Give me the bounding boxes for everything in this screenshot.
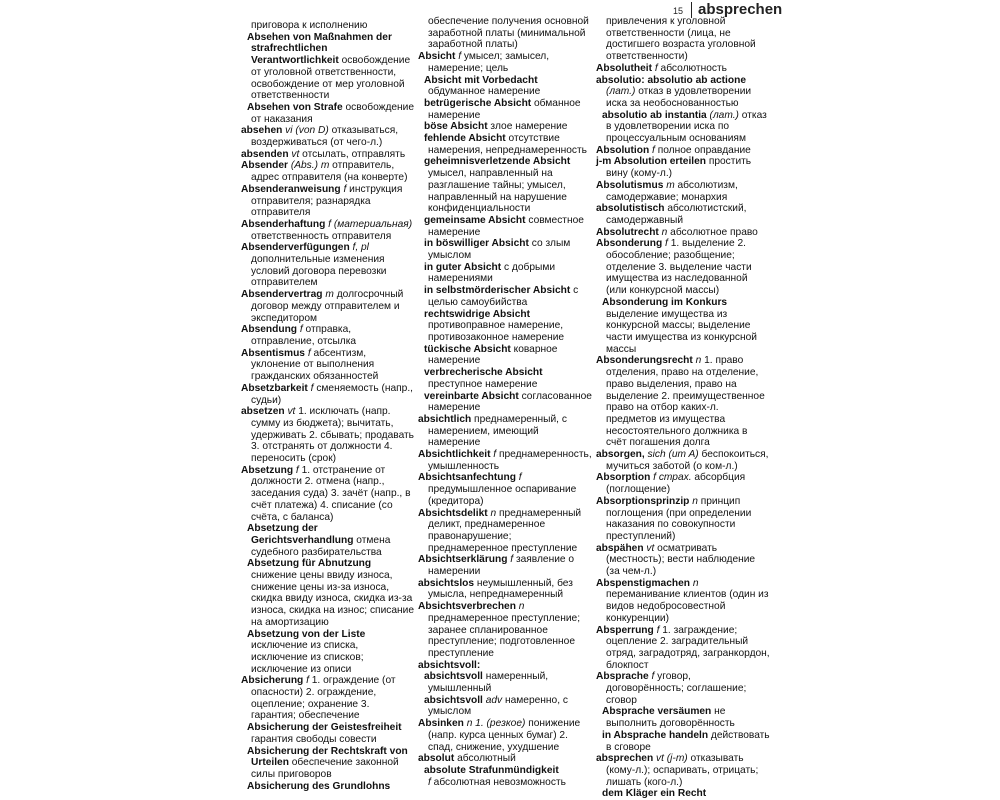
entry-definition: отказывать (кому-л.); оспаривать, отрицать; лишать (кого-л.) — [606, 753, 759, 788]
entry-headword: in Absprache handeln — [602, 729, 709, 741]
entry-headword: rechtswidrige Absicht — [424, 308, 531, 320]
entry-definition: выделение имущества из конкурсной массы; выделение части имущества из конкурсной массы — [606, 308, 757, 355]
entry-headword: absenden — [241, 148, 289, 160]
entry-definition: отказ в удовлетворении иска по процессуальным основаниям — [606, 109, 767, 145]
dictionary-entry — [241, 383, 415, 406]
entry-grammar: f страх. — [650, 472, 692, 484]
entry-definition: с целью самоубийства — [428, 285, 579, 308]
entry-grammar: f — [515, 472, 522, 484]
dictionary-entry — [241, 348, 415, 383]
entry-headword: Absender — [241, 160, 288, 172]
entry-headword: Absehen von Maßnahmen der strafrechtlichen Verantwortlichkeit — [247, 31, 392, 67]
entry-headword: Absetzung der Gerichtsverhandlung — [247, 523, 354, 546]
entry-headword: Absicherung — [241, 675, 304, 687]
entry-grammar: n — [658, 226, 668, 238]
entry-definition: дополнительные изменения условий договора перевозки отправителем — [251, 254, 387, 289]
entry-grammar: f — [648, 671, 655, 683]
entry-grammar: (Abs.) m — [288, 160, 330, 172]
entry-definition: умысел; замысел, намерение; цель — [428, 51, 550, 74]
entry-headword: absichtsvoll — [424, 671, 483, 683]
entry-definition: совместное намерение — [428, 214, 584, 238]
entry-definition: абсолютность — [657, 62, 727, 74]
entry-definition: сменяемость (напр., судьи) — [251, 382, 413, 406]
entry-headword: absolutio: absolutio ab actione — [596, 74, 746, 86]
entry-definition: понижение (напр. курса ценных бумаг) 2. спад, снижение, ухудшение — [428, 718, 581, 753]
entry-grammar: vt — [288, 148, 300, 160]
entry-headword: gemeinsame Absicht — [424, 214, 526, 226]
entry-headword: Absprache — [596, 671, 649, 683]
entry-definition: обманное намерение — [428, 97, 581, 121]
dictionary-entry — [418, 578, 592, 601]
entry-definition: согласованное намерение — [428, 390, 592, 414]
entry-definition: абсолютизм, самодержавие; монархия — [606, 179, 738, 203]
entry-grammar: f — [662, 238, 668, 250]
dictionary-entry — [418, 660, 592, 672]
dictionary-entry — [418, 391, 592, 414]
dictionary-entry — [596, 788, 770, 800]
entry-headword: Absonderungsrecht — [596, 355, 693, 367]
dictionary-entry — [596, 671, 770, 706]
entry-definition: намеренный, умышленный — [428, 671, 549, 695]
entry-definition: 1. заграждение; оцепление 2. заградительный отряд, заградотряд, загранкордон, блокпост — [606, 624, 770, 671]
dictionary-entry — [241, 125, 415, 148]
dictionary-entry — [418, 215, 592, 238]
dictionary-entry — [418, 449, 592, 472]
entry-headword: absichtsvoll — [424, 694, 483, 706]
entry-definition: привлечения к уголовной ответственности (лица, не достигшего возраста уголовной ответственности) — [606, 16, 756, 63]
entry-headword: Absperrung — [596, 624, 654, 636]
entry-definition: абсолютное право — [667, 226, 758, 238]
dictionary-entry — [241, 149, 415, 161]
entry-headword: Absolution — [596, 144, 650, 156]
entry-grammar: f (материальная) — [325, 218, 413, 230]
entry-definition: простить вину (кому-л.) — [606, 156, 752, 180]
entry-definition: преступное намерение — [428, 378, 538, 390]
entry-headword: betrügerische Absicht — [424, 97, 532, 109]
dictionary-entry — [241, 324, 415, 347]
dictionary-entry — [418, 262, 592, 285]
dictionary-entry — [596, 75, 770, 110]
entry-grammar: n — [689, 495, 698, 507]
dictionary-entry — [596, 625, 770, 672]
entry-definition: отправитель, адрес отправителя (на конверте) — [251, 160, 408, 184]
dictionary-entry — [418, 98, 592, 121]
dictionary-entry — [418, 238, 592, 261]
entry-definition: ответственность отправителя — [251, 230, 392, 242]
entry-definition: противоправное намерение, противозаконное намерение — [428, 320, 565, 343]
entry-headword: verbrecherische Absicht — [424, 367, 543, 379]
dictionary-entry — [596, 180, 770, 203]
dictionary-entry — [418, 16, 592, 51]
entry-headword: Absetzung — [241, 464, 294, 476]
entry-definition: 1. право отделения, право на отделение, право выделения, право на выделение 2. преимущественное право на отбор каких-л. предметов из имущества несостоятельного должника в счёт погашения долга — [606, 355, 765, 449]
running-head: absprechen — [698, 1, 783, 18]
entry-definition: абсолютный — [454, 753, 516, 765]
entry-definition: отказываться, воздерживаться (от чего-л.) — [251, 125, 399, 149]
dictionary-entry — [241, 219, 415, 242]
entry-grammar: vt — [643, 542, 655, 554]
entry-definition: исключение из списка, исключение из списков; исключение из описи — [251, 640, 364, 675]
entry-definition: со злым умыслом — [428, 238, 571, 262]
entry-headword: abspähen — [596, 542, 644, 554]
entry-headword: Absicherung der Rechtskraft von Urteilen — [247, 745, 408, 769]
dictionary-column-1 — [241, 20, 415, 792]
entry-headword: absolute Strafunmündigkeit — [424, 765, 559, 776]
entry-headword: Absinken — [418, 718, 464, 730]
entry-grammar: n — [515, 601, 525, 613]
entry-headword: Absolutismus — [596, 179, 664, 191]
entry-grammar: (лат.) — [706, 109, 739, 121]
entry-headword: absichtlich — [418, 413, 472, 425]
dictionary-entry — [418, 75, 592, 98]
dictionary-entry — [418, 367, 592, 390]
entry-definition: намеренно, с умыслом — [428, 694, 568, 718]
dictionary-entry — [418, 671, 592, 694]
entry-headword: absprechen — [596, 753, 654, 765]
dictionary-entry — [596, 355, 770, 449]
entry-definition: злое намерение — [487, 121, 568, 133]
entry-definition: беспокоиться, мучиться заботой (о ком-л.) — [606, 449, 769, 472]
entry-headword: Absolutrecht — [596, 226, 659, 238]
entry-definition: снижение цены ввиду износа, снижение цены из-за износа, скидка ввиду износа, скидка из-за износа, скидка на износ; списание на амортизацию — [251, 570, 415, 628]
dictionary-entry — [418, 51, 592, 74]
entry-grammar: n — [487, 507, 497, 519]
dictionary-entry — [418, 121, 592, 133]
entry-headword: Absicherung der Geistesfreiheit — [247, 722, 402, 734]
entry-grammar: f — [428, 776, 431, 788]
entry-definition: неумышленный, без умысла, непреднамеренный — [428, 577, 573, 601]
page-number: 15 — [673, 6, 684, 16]
dictionary-entry — [241, 746, 415, 781]
entry-definition: отказ в удовлетворении иска за необоснованностью — [606, 86, 752, 109]
entry-grammar: f — [649, 144, 655, 156]
entry-headword: dem Kläger ein Recht — [602, 788, 707, 800]
entry-headword: böse Absicht — [424, 121, 488, 133]
entry-definition: заявление о намерении — [428, 554, 575, 578]
dictionary-entry — [596, 706, 770, 729]
entry-headword: Absicht — [418, 51, 456, 63]
entry-grammar: adv — [482, 694, 503, 706]
entry-definition: обеспечение законной силы приговоров — [251, 757, 399, 780]
entry-headword: Absenderanweisung — [241, 183, 341, 195]
entry-grammar: f — [455, 51, 462, 63]
entry-grammar: f — [293, 464, 299, 476]
entry-definition: отправка, отправление, отсылка — [251, 324, 357, 347]
entry-grammar: f — [653, 624, 660, 636]
entry-headword: Absonderung im Konkurs — [602, 296, 728, 308]
dictionary-entry — [418, 472, 592, 507]
entry-headword: Absolutheit — [596, 62, 653, 74]
entry-headword: Absetzung von der Liste — [247, 628, 366, 640]
entry-headword: in guter Absicht — [424, 261, 502, 273]
dictionary-entry — [596, 730, 770, 753]
dictionary-entry — [241, 629, 415, 676]
entry-headword: Absprache versäumen — [602, 706, 712, 718]
entry-grammar: vt (j-m) — [653, 753, 688, 765]
entry-definition: преднамеренный деликт, преднамеренное правонарушение; преднамеренное преступление — [428, 507, 582, 554]
entry-definition: преднамеренное преступление; заранее спланированное преступление; подготовленное преступление — [428, 612, 581, 659]
dictionary-entry — [596, 449, 770, 472]
entry-grammar: n — [689, 577, 699, 589]
dictionary-entry — [241, 242, 415, 289]
dictionary-entry — [418, 765, 592, 777]
dictionary-entry — [241, 160, 415, 183]
dictionary-entry — [418, 414, 592, 449]
dictionary-entry — [596, 63, 770, 75]
entry-headword: geheimnisverletzende Absicht — [424, 156, 571, 168]
entry-headword: Absichtsdelikt — [418, 507, 488, 519]
entry-headword: absichtsvoll: — [418, 659, 481, 671]
dictionary-entry — [596, 16, 770, 63]
entry-definition: принцип поглощения (при определении наказания по совокупности преступлений) — [606, 495, 752, 542]
dictionary-entry — [596, 203, 770, 226]
dictionary-entry — [596, 578, 770, 625]
entry-grammar: m — [322, 289, 334, 301]
entry-definition: освобождение от наказания — [251, 101, 415, 125]
entry-definition: коварное намерение — [428, 343, 558, 367]
entry-grammar: sich (um A) — [644, 449, 699, 461]
entry-definition: абсорбция (поглощение) — [606, 472, 746, 496]
dictionary-entry — [596, 145, 770, 157]
entry-grammar: f — [340, 183, 347, 195]
dictionary-entry — [596, 472, 770, 495]
entry-definition: освобождение от уголовной ответственности, освобождение от мер уголовной ответственности — [251, 55, 411, 102]
entry-headword: absehen — [241, 125, 283, 137]
entry-definition: не выполнить договорённость — [606, 706, 735, 730]
entry-headword: absorgen, — [596, 449, 645, 461]
entry-grammar: vt — [284, 406, 296, 418]
entry-headword: Absetzung für Abnutzung — [247, 558, 372, 570]
entry-definition: обдуманное намерение — [428, 86, 541, 98]
entry-definition: осматривать (местность); вести наблюдение (за чем-л.) — [606, 542, 756, 578]
dictionary-column-2 — [418, 16, 592, 788]
entry-headword: Absichtsanfechtung — [418, 472, 516, 484]
entry-headword: Absichtserklärung — [418, 554, 508, 566]
entry-headword: Absonderung — [596, 238, 663, 250]
entry-headword: in böswilliger Absicht — [424, 238, 529, 250]
dictionary-entry — [596, 156, 770, 179]
entry-grammar: f, pl — [349, 242, 369, 254]
dictionary-entry — [596, 227, 770, 239]
entry-headword: Absenderhaftung — [241, 218, 326, 230]
entry-headword: tückische Absicht — [424, 343, 511, 355]
dictionary-entry — [241, 406, 415, 465]
entry-headword: absolutistisch — [596, 203, 665, 215]
entry-headword: absolutio ab instantia — [602, 109, 707, 121]
dictionary-entry — [418, 285, 592, 308]
entry-definition: обеспечение получения основной заработной платы (минимальной заработной платы) — [428, 16, 589, 51]
dictionary-entry — [418, 695, 592, 718]
entry-headword: Abspenstigmachen — [596, 577, 690, 589]
entry-grammar: f — [307, 382, 314, 394]
entry-definition: отсутствие намерения, непреднамеренность — [428, 133, 587, 156]
entry-headword: Absichtlichkeit — [418, 449, 491, 461]
dictionary-entry — [418, 777, 592, 789]
entry-headword: fehlende Absicht — [424, 133, 506, 145]
dictionary-entry — [241, 289, 415, 324]
entry-headword: Absenderverfügungen — [241, 242, 350, 254]
dictionary-column-3 — [596, 16, 770, 800]
entry-headword: Absendung — [241, 324, 298, 336]
dictionary-entry — [418, 344, 592, 367]
entry-definition: с добрыми намерениями — [428, 261, 556, 285]
dictionary-entry — [241, 675, 415, 722]
dictionary-entry — [241, 465, 415, 524]
entry-definition: инструкция отправителя; разнарядка отправителя — [251, 183, 403, 219]
dictionary-entry — [241, 184, 415, 219]
dictionary-entry — [241, 20, 415, 32]
dictionary-entry — [418, 156, 592, 215]
dictionary-entry — [241, 722, 415, 745]
entry-headword: Absetzbarkeit — [241, 382, 308, 394]
entry-definition: полное оправдание — [654, 144, 751, 156]
entry-headword: Absicherung des Grundlohns — [247, 780, 391, 792]
entry-definition: умысел, направленный на разглашение тайны; умысел, направленный на нарушение конфиденциальности — [428, 168, 567, 215]
dictionary-entry — [241, 558, 415, 628]
entry-grammar: f — [490, 449, 497, 461]
entry-headword: Absichtsverbrechen — [418, 601, 516, 613]
entry-definition: гарантия свободы совести — [251, 733, 377, 745]
entry-grammar: m — [663, 179, 675, 191]
entry-definition: абсолютистский, самодержавный — [606, 203, 747, 226]
dictionary-entry — [596, 753, 770, 788]
entry-headword: Absentismus — [241, 347, 305, 359]
entry-grammar: vi (von D) — [282, 125, 329, 137]
entry-definition: 1. ограждение (от опасности) 2. ограждение, оцепление; охранение 3. гарантия; обеспечение — [251, 675, 396, 722]
entry-grammar: n 1. (резкое) — [463, 718, 526, 730]
dictionary-entry — [596, 496, 770, 543]
entry-definition: преднамеренность, умышленность — [428, 449, 592, 472]
dictionary-entry — [596, 297, 770, 356]
dictionary-entry — [241, 102, 415, 125]
entry-definition: предумышленное оспаривание (кредитора) — [428, 484, 577, 507]
entry-definition: действовать в сговоре — [606, 729, 770, 753]
dictionary-entry — [241, 32, 415, 102]
entry-grammar: f — [297, 324, 303, 336]
dictionary-entry — [596, 543, 770, 578]
dictionary-entry — [418, 554, 592, 577]
entry-headword: Absorptionsprinzip — [596, 495, 690, 507]
dictionary-entry — [596, 110, 770, 145]
entry-grammar: (лат.) — [606, 86, 636, 98]
entry-grammar: n — [692, 355, 702, 367]
entry-definition: переманивание клиентов (один из видов недобросовестной конкуренции) — [606, 589, 769, 624]
entry-definition: 1. исключать (напр. сумму из бюджета); вычитать, удерживать 2. сбывать; продавать 3. отстранять от должности 4. переносить (срок) — [251, 406, 414, 465]
dictionary-entry — [418, 718, 592, 753]
dictionary-entry — [596, 238, 770, 297]
entry-definition: абсолютная невозможность — [430, 776, 566, 788]
dictionary-entry — [418, 753, 592, 765]
entry-headword: Absorption — [596, 472, 651, 484]
entry-definition: отсылать, отправлять — [299, 148, 406, 160]
entry-definition: абсентизм, уклонение от выполнения гражданских обязанностей — [251, 347, 379, 383]
dictionary-entry — [418, 601, 592, 660]
dictionary-entry — [241, 523, 415, 558]
entry-definition: отмена судебного разбирательства — [251, 534, 391, 558]
entry-headword: Absicht mit Vorbedacht — [424, 74, 538, 86]
entry-definition: 1. отстранение от должности 2. отмена (напр., заседания суда) 3. зачёт (напр., в счёт платежа) 4. списание (со счёта, с баланса) — [251, 464, 411, 523]
entry-headword: absichtslos — [418, 577, 475, 589]
entry-headword: vereinbarte Absicht — [424, 390, 519, 402]
entry-grammar: f — [303, 675, 309, 687]
dictionary-entry — [418, 508, 592, 555]
entry-definition: приговора к исполнению — [251, 20, 368, 31]
entry-headword: absetzen — [241, 406, 285, 418]
entry-headword: in selbstmörderischer Absicht — [424, 285, 571, 297]
entry-definition: долгосрочный договор между отправителем и экспедитором — [251, 289, 404, 324]
entry-grammar: f — [304, 347, 311, 359]
entry-headword: Absendervertrag — [241, 289, 323, 301]
entry-grammar: f — [507, 554, 514, 566]
entry-grammar: f — [652, 62, 658, 74]
entry-definition: 1. выделение 2. обособление; разобщение; отделение 3. выделение части имущества из наследованной (или конкурсной массы) — [606, 238, 752, 297]
entry-headword: j-m Absolution erteilen — [596, 156, 706, 168]
entry-headword: Absehen von Strafe — [247, 101, 343, 113]
entry-definition: преднамеренный, с намерением, имеющий намерение — [428, 413, 567, 449]
dictionary-entry — [418, 133, 592, 156]
entry-definition: уговор, договорённость; соглашение; сговор — [606, 671, 747, 706]
entry-headword: absolut — [418, 753, 455, 765]
dictionary-entry — [418, 309, 592, 344]
dictionary-entry — [241, 781, 415, 793]
